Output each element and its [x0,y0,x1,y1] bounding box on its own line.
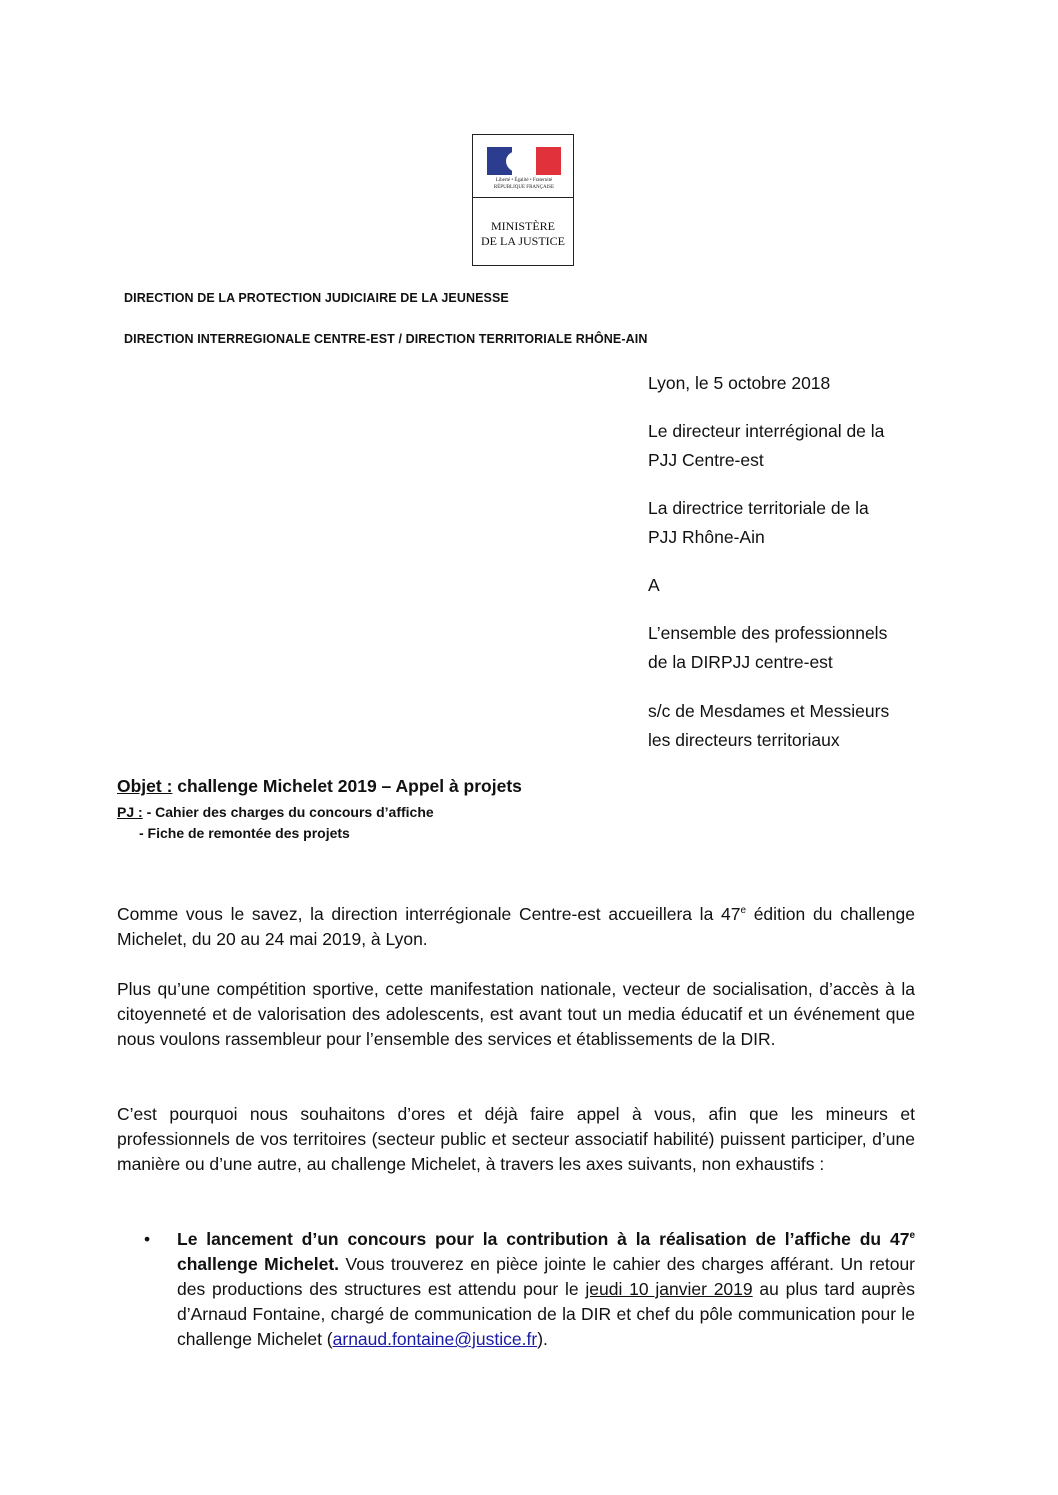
to-label: A [648,575,660,595]
sender-director: Le directeur interrégional de la PJJ Centre-est [648,421,885,470]
subject-text: challenge Michelet 2019 – Appel à projets [172,776,522,796]
attachments [117,802,434,844]
tricolor-flag-icon [487,147,561,175]
header-direction: DIRECTION DE LA PROTECTION JUDICIAIRE DE LA JEUNESSE [124,291,509,305]
logo-ministry-name: MINISTÈRE DE LA JUSTICE [481,219,565,248]
email-link[interactable]: arnaud.fontaine@justice.fr [332,1329,538,1349]
letter-date: Lyon, le 5 octobre 2018 [648,373,831,393]
subject-label: Objet : [117,776,173,796]
attachment-item: - Fiche de remontée des projets [139,825,350,841]
logo-motto: Liberté • Égalité • Fraternité RÉPUBLIQUE FRANÇAISE [493,178,555,190]
deadline-date: jeudi 10 janvier 2019 [585,1279,753,1299]
header-interregional: DIRECTION INTERREGIONALE CENTRE-EST / DIRECTION TERRITORIALE RHÔNE-AIN [124,332,648,346]
subject-line [117,776,522,797]
attachments-label: PJ : [117,804,143,820]
copy-to: s/c de Mesdames et Messieurs les directeurs territoriaux [648,701,890,750]
recipient: L’ensemble des professionnels de la DIRPJJ centre-est [648,623,888,672]
body-paragraph: Comme vous le savez, la direction interrégionale Centre-est accueillera la 47e édition du challenge Michelet, du 20 au 24 mai 2019, à Lyon. [117,904,916,949]
bullet-icon: • [144,1229,151,1249]
ministry-logo [472,134,574,266]
body-paragraph: C’est pourquoi nous souhaitons d’ores et déjà faire appel à vous, afin que les mineurs et professionnels de vos territoires (secteur public et secteur associatif habilité) puissent participer, d’une manière ou d’une autre, au challenge Michelet, à travers les axes suivants, non exhaustifs : [117,1104,915,1174]
bullet-item: Le lancement d’un concours pour la contribution à la réalisation de l’affiche du 47e challenge Michelet. Vous trouverez en pièce jointe le cahier des charges afférant. Un retour des productions des structures est attendu pour le jeudi 10 janvier 2019 au plus tard auprès d’Arnaud Fontaine, chargé de communication de la DIR et chef du pôle communication pour le challenge Michelet (arnaud.fontaine@justice.fr). [177,1229,915,1349]
attachment-item: - Cahier des charges du concours d’affiche [142,804,434,820]
body-paragraph: Plus qu’une compétition sportive, cette manifestation nationale, vecteur de socialisation, d’accès à la citoyenneté et de valorisation des adolescents, est avant tout un media éducatif et un événement que nous voulons rassembleur pour l’ensemble des services et établissements de la DIR. [117,979,915,1049]
sender-directrice: La directrice territoriale de la PJJ Rhône-Ain [648,498,869,547]
